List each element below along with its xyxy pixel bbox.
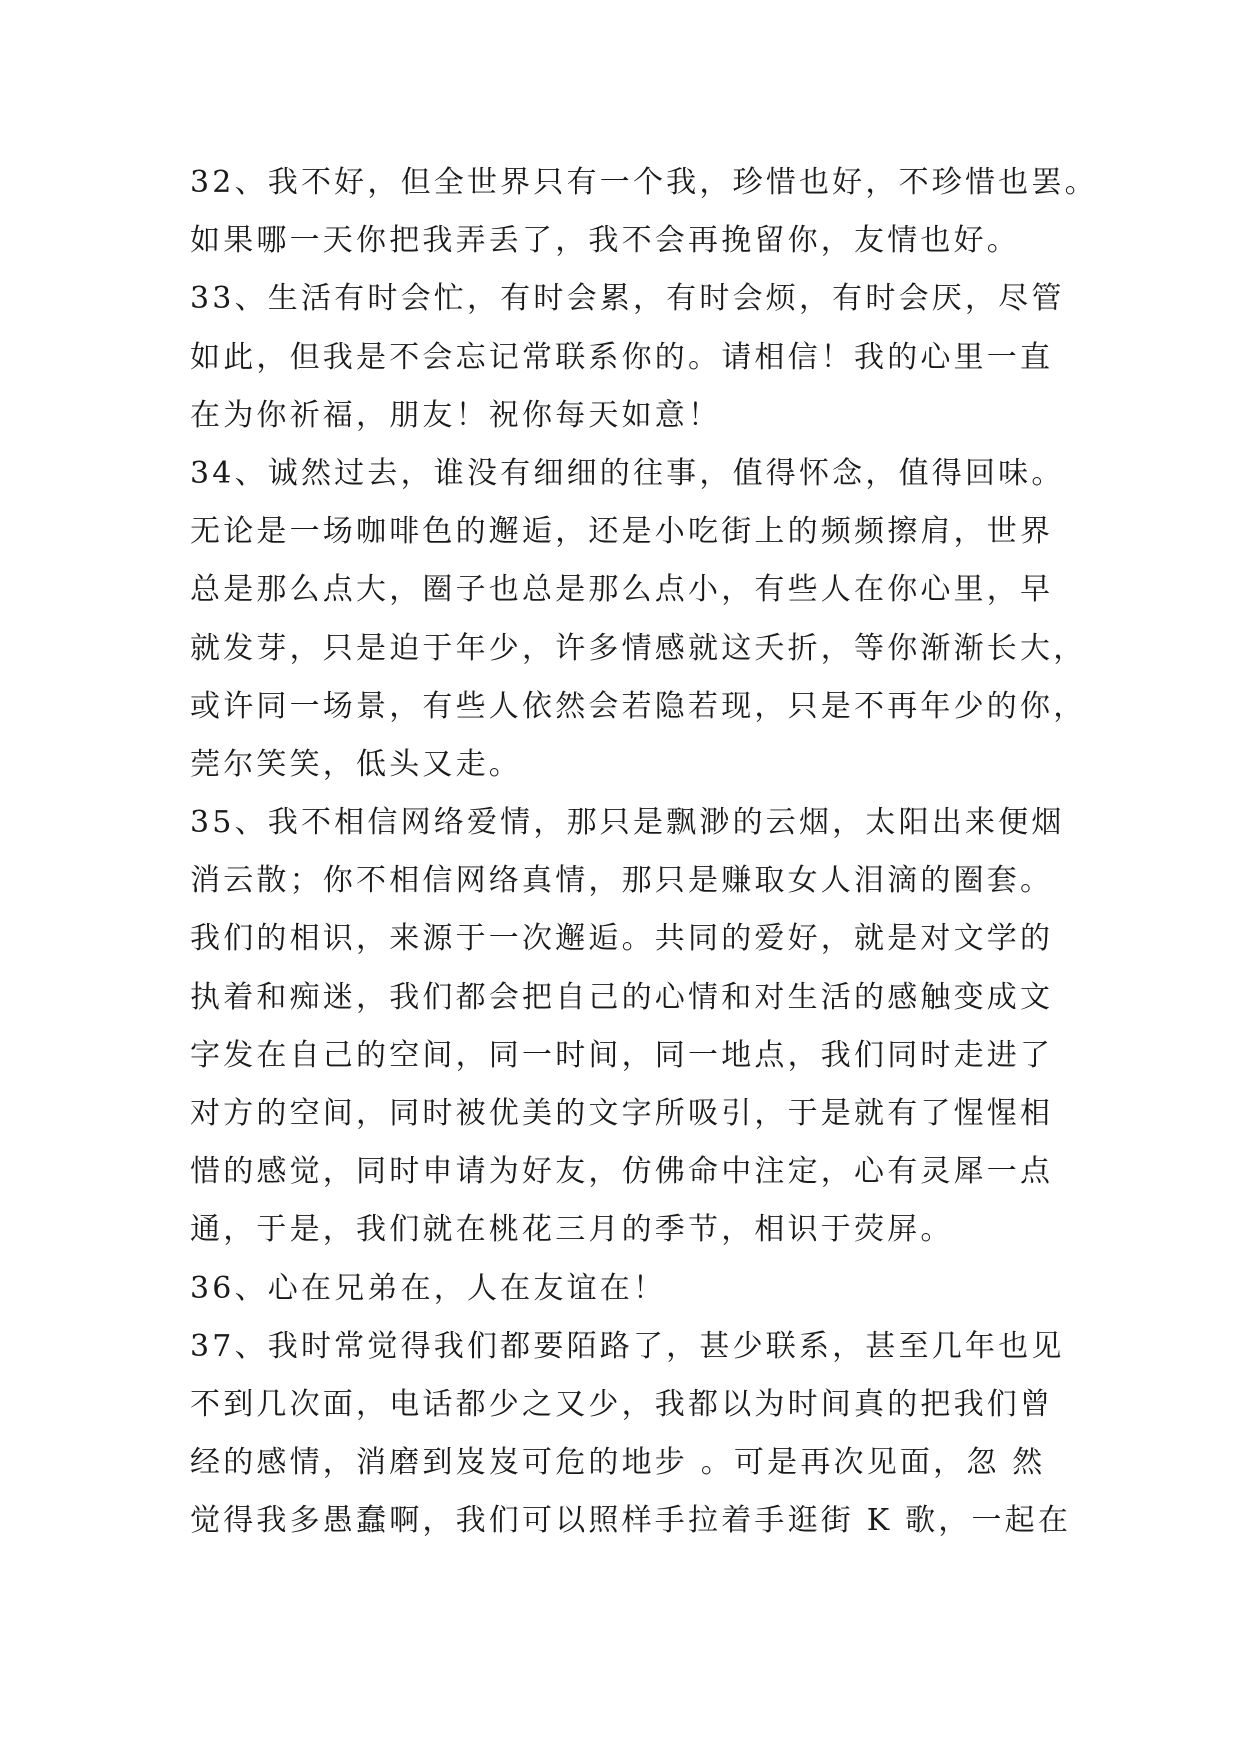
text-line: 34、诚然过去，谁没有细细的往事，值得怀念，值得回味。 <box>190 455 1065 491</box>
text-line: 我们的相识，来源于一次邂逅。共同的爱好，就是对文学的 <box>190 921 1054 957</box>
text-line: 36、心在兄弟在，人在友谊在！ <box>190 1270 667 1306</box>
text-line: 在为你祈福，朋友！祝你每天如意！ <box>190 397 722 433</box>
text-line: 37、我时常觉得我们都要陌路了，甚少联系，甚至几年也见 <box>190 1328 1065 1364</box>
text-line: 33、生活有时会忙，有时会累，有时会烦，有时会厌，尽管 <box>190 281 1065 317</box>
text-line: 就发芽，只是迫于年少，许多情感就这夭折，等你渐渐长大， <box>190 630 1087 666</box>
text-line: 如果哪一天你把我弄丢了，我不会再挽留你，友情也好。 <box>190 223 1020 259</box>
text-line: 通，于是，我们就在桃花三月的季节，相识于荧屏。 <box>190 1212 954 1248</box>
text-line: 惜的感觉，同时申请为好友，仿佛命中注定，心有灵犀一点 <box>190 1154 1054 1190</box>
text-line: 总是那么点大，圈子也总是那么点小，有些人在你心里，早 <box>190 572 1054 608</box>
text-line: 莞尔笑笑，低头又走。 <box>190 746 522 782</box>
text-line: 如此，但我是不会忘记常联系你的。请相信！我的心里一直 <box>190 339 1054 375</box>
text-line: 消云散；你不相信网络真情，那只是赚取女人泪滴的圈套。 <box>190 863 1054 899</box>
text-line: 执着和痴迷，我们都会把自己的心情和对生活的感触变成文 <box>190 979 1054 1015</box>
text-line: 不到几次面，电话都少之又少，我都以为时间真的把我们曾 <box>190 1386 1054 1422</box>
text-line: 无论是一场咖啡色的邂逅，还是小吃街上的频频擦肩，世界 <box>190 514 1054 550</box>
text-line: 觉得我多愚蠢啊，我们可以照样手拉着手逛街 K 歌，一起在 <box>190 1503 1072 1539</box>
text-line: 35、我不相信网络爱情，那只是飘渺的云烟，太阳出来便烟 <box>190 805 1065 841</box>
text-line: 经的感情，消磨到岌岌可危的地步 。可是再次见面，忽 然 <box>190 1445 1046 1481</box>
text-line: 32、我不好，但全世界只有一个我，珍惜也好，不珍惜也罢。 <box>190 165 1098 200</box>
text-line: 对方的空间，同时被优美的文字所吸引，于是就有了惺惺相 <box>190 1096 1054 1131</box>
text-line: 字发在自己的空间，同一时间，同一地点，我们同时走进了 <box>190 1037 1054 1073</box>
document-body <box>190 154 1098 1551</box>
text-line: 或许同一场景，有些人依然会若隐若现，只是不再年少的你， <box>190 688 1087 724</box>
